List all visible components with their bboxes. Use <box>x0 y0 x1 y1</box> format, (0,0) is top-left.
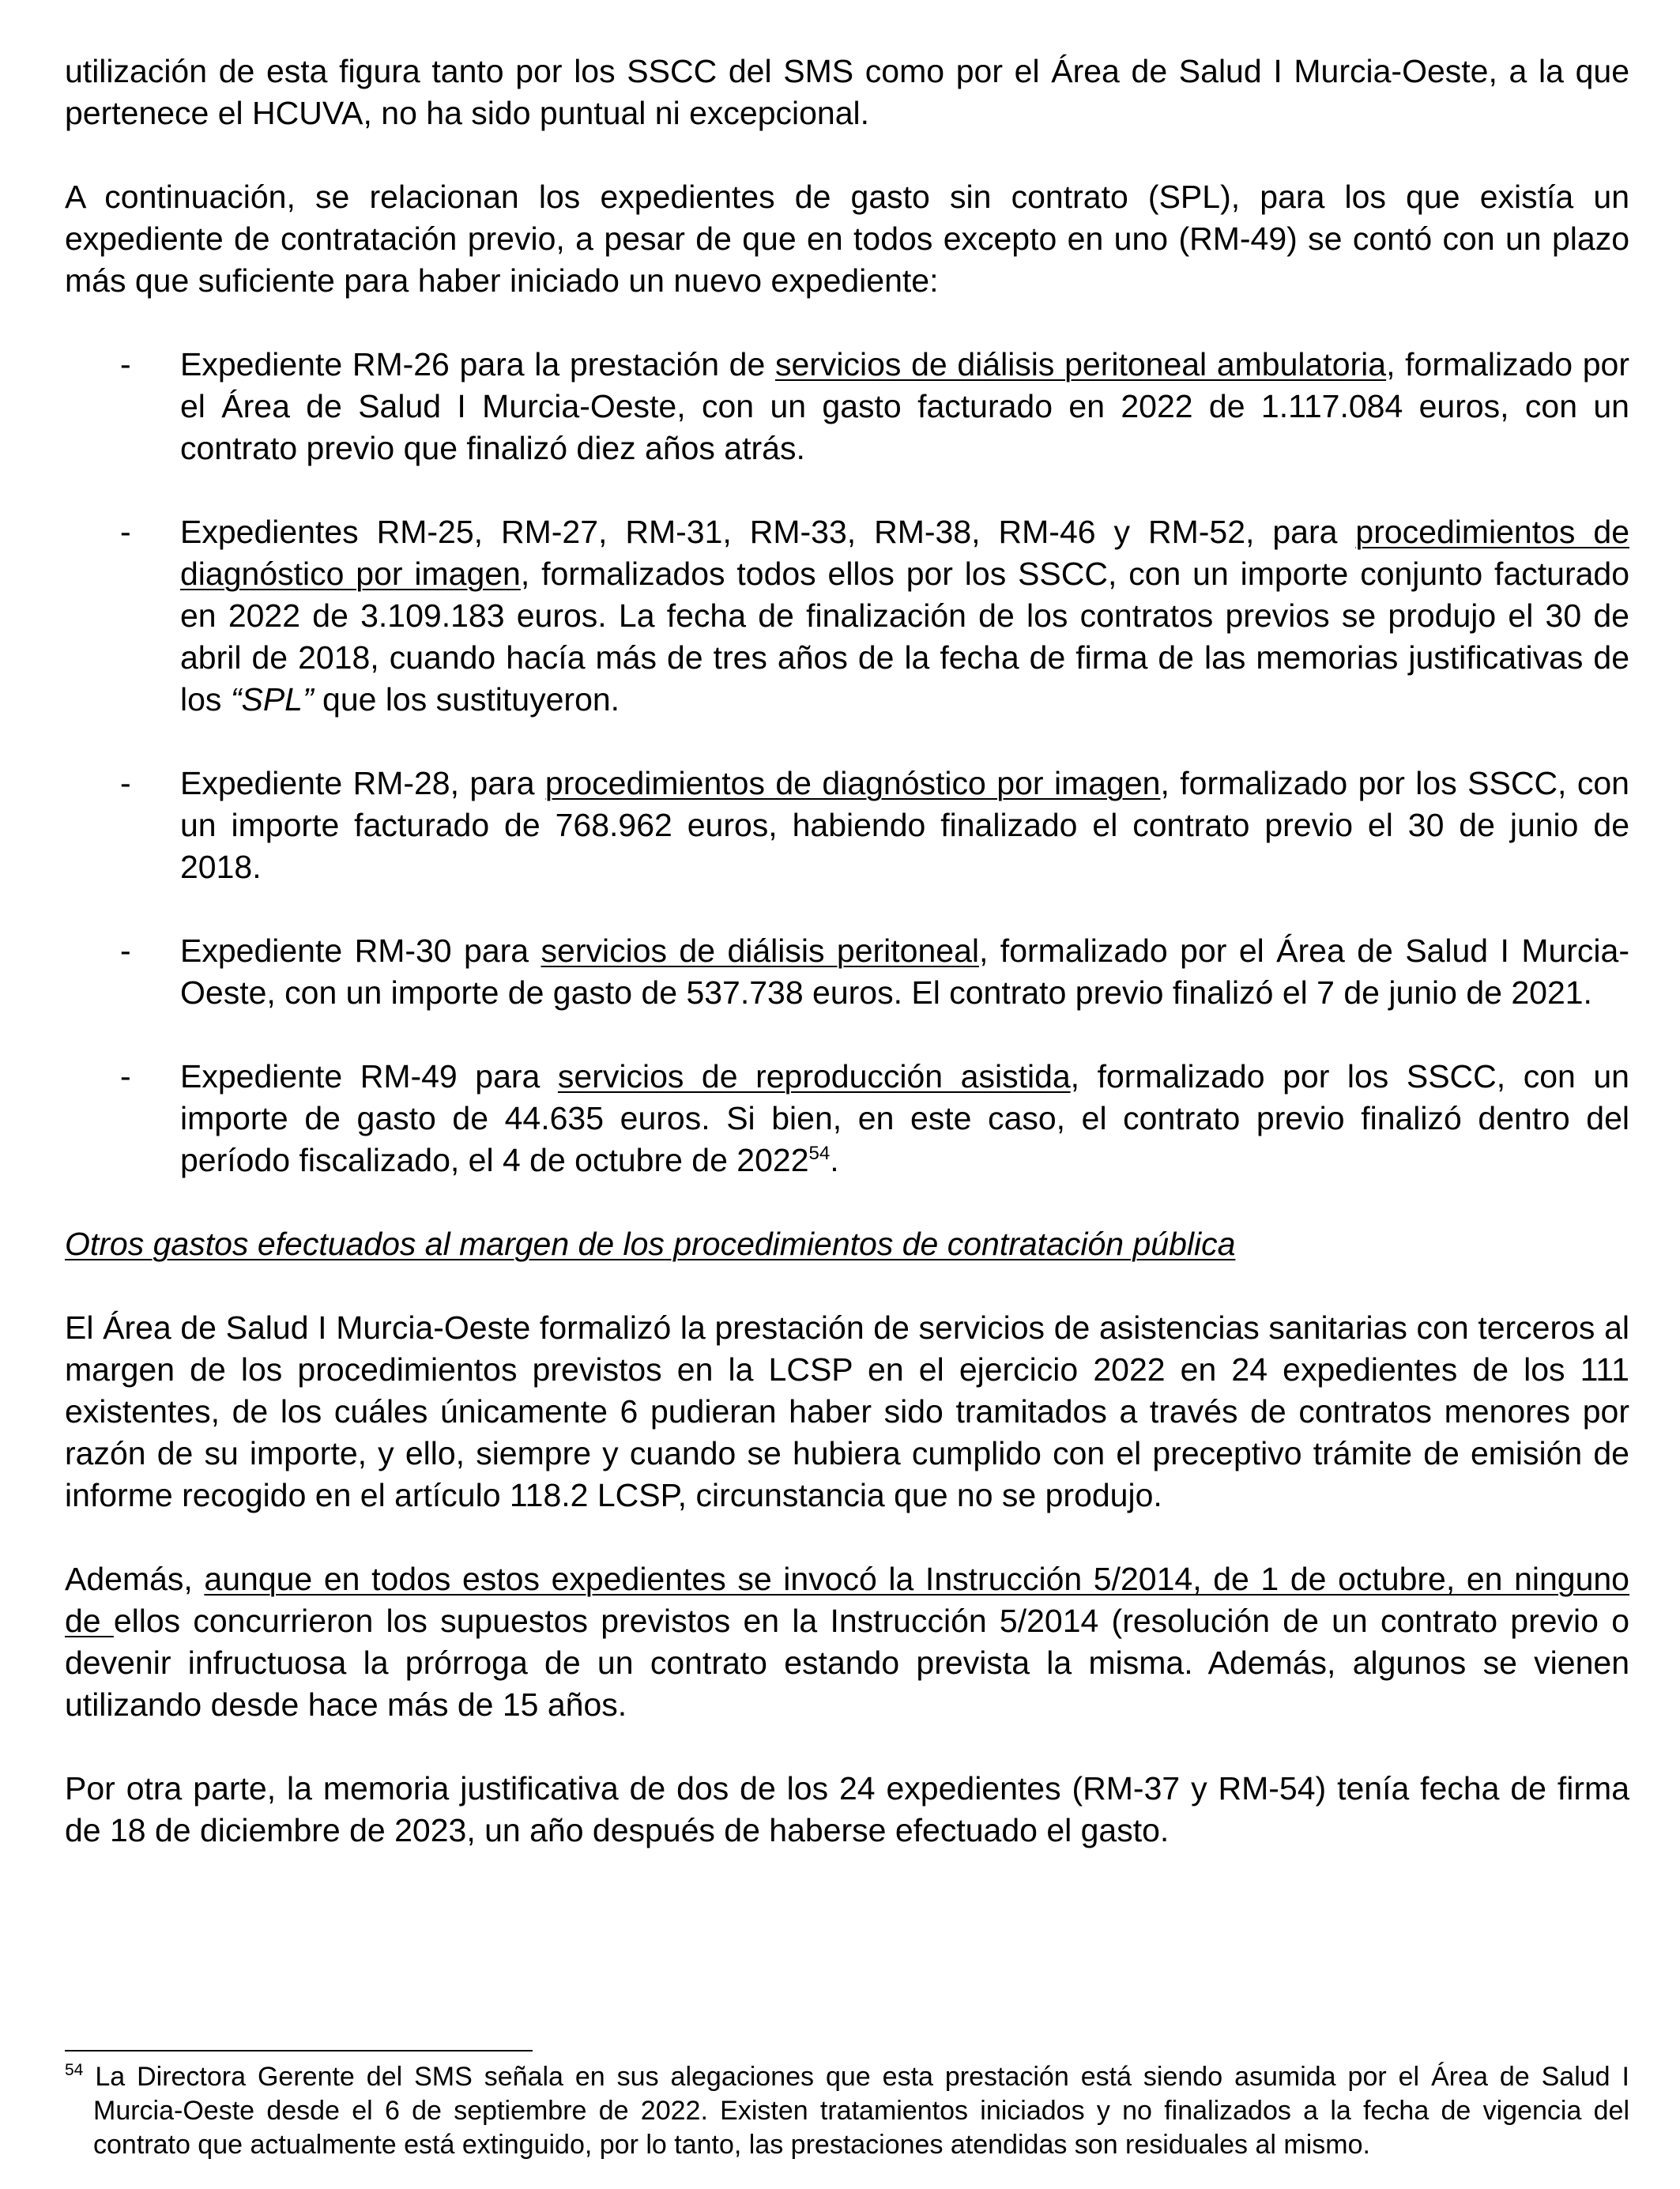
footnote-separator <box>65 2050 533 2051</box>
list-dash: - <box>120 765 131 801</box>
section-paragraph-3: Por otra parte, la memoria justificativa de dos de los 24 expedientes (RM-37 y RM-54) tenía fecha de firma de 18 de diciembre de 2023, un año después de haberse efectuado el gasto. <box>65 1770 1629 1848</box>
list-item: - Expediente RM-26 para la prestación de servicios de diálisis peritoneal ambulatoria, formalizado por el Área de Salud I Murcia-Oeste, con un gasto facturado en 2022 de 1.117.084 euros, con un contrato previo que finalizó diez años atrás. <box>65 344 1629 469</box>
intro-paragraph-2: A continuación, se relacionan los expedientes de gasto sin contrato (SPL), para los que existía un expediente de contratación previo, a pesar de que en todos excepto en uno (RM-49) se contó con un plazo más que suficiente para haber iniciado un nuevo expediente: <box>65 179 1629 299</box>
italic-term: “SPL” <box>230 681 314 718</box>
intro-paragraph-1: utilización de esta figura tanto por los SSCC del SMS como por el Área de Salud I Murcia-Oeste, a la que pertenece el HCUVA, no ha sido puntual ni excepcional. <box>65 53 1629 131</box>
list-item: - Expedientes RM-25, RM-27, RM-31, RM-33, RM-38, RM-46 y RM-52, para procedimientos de diagnóstico por imagen, formalizados todos ellos por los SSCC, con un importe conjunto facturado en 2022 de 3.109.183 euros. La fecha de finalización de los contratos previos se produjo el 30 de abril de 2018, cuando hacía más de tres años de la fecha de firma de las memorias justificativas de los “SPL” que los sustituyeron. <box>65 511 1629 721</box>
underlined-passage: aunque en todos estos expedientes se invocó la Instrucción 5/2014, de 1 de octubre, en ninguno de <box>65 1561 1629 1639</box>
section-paragraph-2: Además, aunque en todos estos expedientes se invocó la Instrucción 5/2014, de 1 de octubre, en ninguno de ellos concurrieron los supuestos previstos en la Instrucción 5/2014 (resolución de un contrato previo o devenir infructuosa la prórroga de un contrato estando prevista la misma. Además, algunos se vienen utilizando desde hace más de 15 años. <box>65 1561 1629 1723</box>
list-item: - Expediente RM-30 para servicios de diálisis peritoneal, formalizado por el Área de Salud I Murcia-Oeste, con un importe de gasto de 537.738 euros. El contrato previo finalizó el 7 de junio de 2021. <box>65 930 1629 1014</box>
list-dash: - <box>120 346 131 382</box>
underlined-term: procedimientos de diagnóstico por imagen <box>180 514 1629 592</box>
document-page <box>65 51 1629 1852</box>
section-heading: Otros gastos efectuados al margen de los procedimientos de contratación pública <box>65 1226 1236 1262</box>
footnote-number: 54 <box>65 2061 84 2079</box>
footnote-text: La Directora Gerente del SMS señala en sus alegaciones que esta prestación está siendo asumida por el Área de Salud I Murcia-Oeste desde el 6 de septiembre de 2022. Existen tratamientos iniciados y no finalizados a la fecha de vigencia del contrato que actualmente está extinguido, por lo tanto, las prestaciones atendidas son residuales al mismo. <box>83 2062 1629 2160</box>
underlined-term: servicios de reproducción asistida <box>557 1058 1071 1094</box>
list-dash: - <box>120 514 131 550</box>
list-dash: - <box>120 932 131 969</box>
list-dash: - <box>120 1058 131 1094</box>
underlined-term: servicios de diálisis peritoneal ambulatoria <box>774 346 1387 382</box>
list-item: - Expediente RM-28, para procedimientos de diagnóstico por imagen, formalizado por los SSCC, con un importe facturado de 768.962 euros, habiendo finalizado el contrato previo el 30 de junio de 2018. <box>65 763 1629 888</box>
footnote <box>65 2060 1629 2162</box>
list-item: - Expediente RM-49 para servicios de reproducción asistida, formalizado por los SSCC, con un importe de gasto de 44.635 euros. Si bien, en este caso, el contrato previo finalizó dentro del período fiscalizado, el 4 de octubre de 2022$^{54}$. <box>65 1056 1629 1181</box>
section-paragraph-1: El Área de Salud I Murcia-Oeste formalizó la prestación de servicios de asistencias sanitarias con terceros al margen de los procedimientos previstos en la LCSP en el ejercicio 2022 en 24 expedientes de los 111 existentes, de los cuáles únicamente 6 pudieran haber sido tramitados a través de contratos menores por razón de su importe, y ello, siempre y cuando se hubiera cumplido con el preceptivo trámite de emisión de informe recogido en el artículo 118.2 LCSP, circunstancia que no se produjo. <box>65 1309 1629 1513</box>
footnote-reference[interactable]: 54 <box>808 1143 831 1164</box>
underlined-term: procedimientos de diagnóstico por imagen <box>544 765 1161 801</box>
underlined-term: servicios de diálisis peritoneal <box>541 932 979 969</box>
